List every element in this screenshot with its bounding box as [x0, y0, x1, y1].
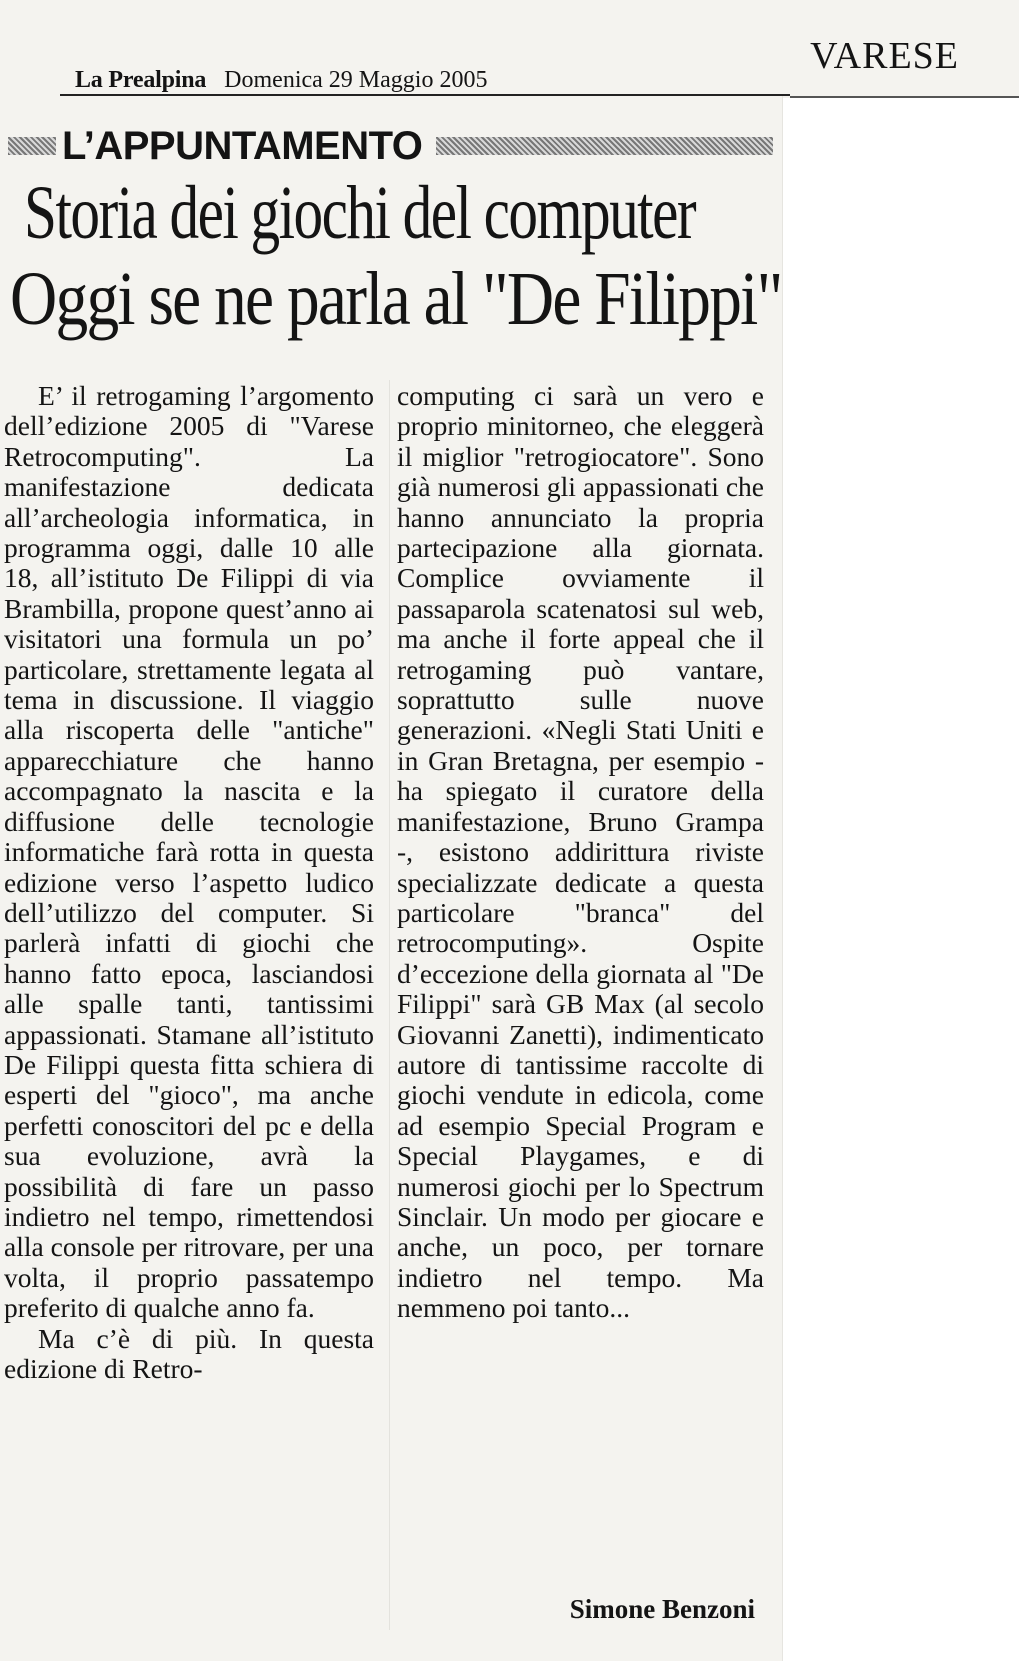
headline-line-1: Storia dei giochi del computer	[24, 171, 695, 255]
kicker-hatch-right	[436, 137, 773, 155]
blank-margin	[783, 98, 1019, 1661]
masthead-rule	[60, 94, 790, 96]
kicker-label: L’APPUNTAMENTO	[62, 123, 423, 168]
publication-name: La Prealpina	[75, 67, 207, 93]
paragraph: E’ il retrogaming l’argomento dell’edizione 2005 di "Varese Retrocomputing". La manifestazione dedicata all’archeologia informatica, in programma oggi, dalle 10 alle 18, all’istituto De Filippi di via Brambilla, propone quest’anno ai visitatori una formula un po’ particolare, strettamente legata al tema in discussione. Il viaggio alla riscoperta delle "antiche" apparecchiature che hanno accompagnato la nascita e la diffusione delle tecnologie informatiche farà rotta in questa edizione verso l’aspetto ludico dell’utilizzo del computer. Si parlerà infatti di giochi che hanno fatto epoca, lasciandosi alle spalle tanti, tantissimi appassionati. Stamane all’istituto De Filippi questa fitta schiera di esperti del "gioco", ma anche perfetti conoscitori del pc e della sua evoluzione, avrà la possibilità di fare un passo indietro nel tempo, rimettendosi alla console per ritrovare, per una volta, il proprio passatempo preferito di qualche anno fa.	[4, 380, 374, 1324]
section-title: VARESE	[810, 35, 959, 77]
masthead	[75, 58, 783, 94]
article-column-2	[397, 381, 764, 1621]
kicker	[8, 124, 773, 168]
column-divider	[389, 380, 390, 1630]
byline: Simone Benzoni	[569, 1594, 755, 1624]
article-column-1	[4, 381, 374, 1621]
publication-date: Domenica 29 Maggio 2005	[224, 67, 488, 93]
paragraph: computing ci sarà un vero e proprio minitorneo, che eleggerà il miglior "retrogiocatore". Sono già numerosi gli appassionati che hanno annunciato la propria partecipazione alla giornata. Complice ovviamente il passaparola scatenatosi sul web, ma anche il forte appeal che il retrogaming può vantare, soprattutto sulle nuove generazioni. «Negli Stati Uniti e in Gran Bretagna, per esempio - ha spiegato il curatore della manifestazione, Bruno Grampa -, esistono addirittura riviste specializzate dedicate a questa particolare "branca" del retrocomputing». Ospite d’eccezione della giornata al "De Filippi" sarà GB Max (al secolo Giovanni Zanetti), indimenticato autore di tantissime raccolte di giochi vendute in edicola, come ad esempio Special Program e Special Playgames, e di numerosi giochi per lo Spectrum Sinclair. Un modo per giocare e anche, un poco, per tornare indietro nel tempo. Ma nemmeno poi tanto...	[397, 380, 764, 1324]
kicker-hatch-left	[8, 137, 56, 155]
headline-line-2: Oggi se ne parla al "De Filippi"	[10, 257, 782, 341]
masthead-rule-right	[790, 96, 1019, 98]
fold-line	[782, 95, 783, 1661]
headline	[10, 170, 782, 342]
paragraph: Ma c’è di più. In questa edizione di Retro-	[4, 1322, 374, 1384]
